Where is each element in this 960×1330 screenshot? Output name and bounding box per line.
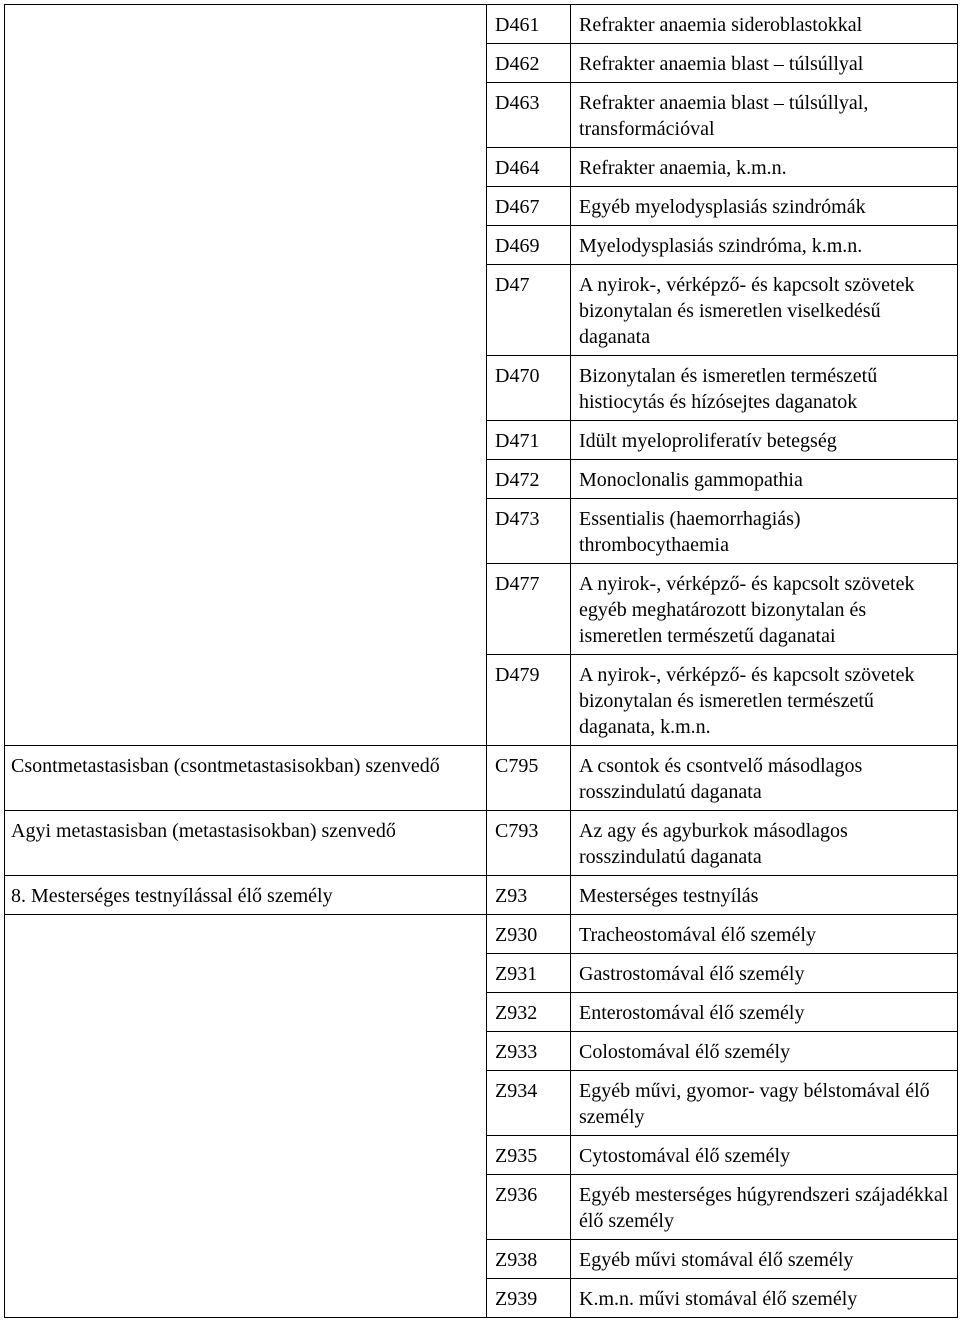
- code-cell: D469: [487, 226, 571, 265]
- description-cell: A nyirok-, vérképző- és kapcsolt szövetek egyéb meghatározott bizonytalan és ismeretlen természetű daganatai: [571, 564, 958, 655]
- table-row: [5, 915, 958, 954]
- code-cell: Z93: [487, 876, 571, 915]
- code-cell: Z936: [487, 1175, 571, 1240]
- description-cell: Egyéb mesterséges húgyrendszeri szájadékkal élő személy: [571, 1175, 958, 1240]
- code-cell: D472: [487, 460, 571, 499]
- code-cell: D473: [487, 499, 571, 564]
- code-cell: D479: [487, 655, 571, 746]
- code-cell: Z932: [487, 993, 571, 1032]
- description-cell: Mesterséges testnyílás: [571, 876, 958, 915]
- description-cell: Refrakter anaemia blast – túlsúllyal, transformációval: [571, 83, 958, 148]
- code-cell: Z939: [487, 1279, 571, 1318]
- description-cell: Egyéb művi, gyomor- vagy bélstomával élő személy: [571, 1071, 958, 1136]
- code-cell: D463: [487, 83, 571, 148]
- description-cell: A nyirok-, vérképző- és kapcsolt szövetek bizonytalan és ismeretlen viselkedésű daganata: [571, 265, 958, 356]
- description-cell: Refrakter anaemia sideroblastokkal: [571, 5, 958, 44]
- code-cell: Z933: [487, 1032, 571, 1071]
- code-cell: D477: [487, 564, 571, 655]
- description-cell: Essentialis (haemorrhagiás) thrombocythaemia: [571, 499, 958, 564]
- code-cell: Z931: [487, 954, 571, 993]
- condition-cell: Agyi metastasisban (metastasisokban) szenvedő: [5, 811, 487, 876]
- table-row: [5, 746, 958, 811]
- code-cell: D470: [487, 356, 571, 421]
- code-cell: D461: [487, 5, 571, 44]
- description-cell: Bizonytalan és ismeretlen természetű histiocytás és hízósejtes daganatok: [571, 356, 958, 421]
- description-cell: Az agy és agyburkok másodlagos rosszindulatú daganata: [571, 811, 958, 876]
- code-cell: Z938: [487, 1240, 571, 1279]
- code-cell: D471: [487, 421, 571, 460]
- condition-cell: 8. Mesterséges testnyílással élő személy: [5, 876, 487, 915]
- description-cell: Refrakter anaemia blast – túlsúllyal: [571, 44, 958, 83]
- description-cell: Myelodysplasiás szindróma, k.m.n.: [571, 226, 958, 265]
- code-cell: D467: [487, 187, 571, 226]
- description-cell: Egyéb művi stomával élő személy: [571, 1240, 958, 1279]
- code-cell: C793: [487, 811, 571, 876]
- description-cell: Enterostomával élő személy: [571, 993, 958, 1032]
- condition-cell: [5, 5, 487, 746]
- description-cell: Egyéb myelodysplasiás szindrómák: [571, 187, 958, 226]
- code-cell: D462: [487, 44, 571, 83]
- code-cell: Z935: [487, 1136, 571, 1175]
- description-cell: A nyirok-, vérképző- és kapcsolt szövetek bizonytalan és ismeretlen természetű daganata, k.m.n.: [571, 655, 958, 746]
- description-cell: K.m.n. művi stomával élő személy: [571, 1279, 958, 1318]
- description-cell: Tracheostomával élő személy: [571, 915, 958, 954]
- code-cell: Z934: [487, 1071, 571, 1136]
- code-cell: D464: [487, 148, 571, 187]
- code-cell: C795: [487, 746, 571, 811]
- description-cell: Cytostomával élő személy: [571, 1136, 958, 1175]
- code-cell: D47: [487, 265, 571, 356]
- condition-cell: Csontmetastasisban (csontmetastasisokban) szenvedő: [5, 746, 487, 811]
- table-row: [5, 811, 958, 876]
- table-row: [5, 876, 958, 915]
- condition-cell: [5, 915, 487, 1318]
- icd-code-table: [4, 4, 958, 1318]
- code-cell: Z930: [487, 915, 571, 954]
- description-cell: Gastrostomával élő személy: [571, 954, 958, 993]
- description-cell: A csontok és csontvelő másodlagos rosszindulatú daganata: [571, 746, 958, 811]
- table-row: [5, 5, 958, 44]
- description-cell: Monoclonalis gammopathia: [571, 460, 958, 499]
- description-cell: Colostomával élő személy: [571, 1032, 958, 1071]
- description-cell: Refrakter anaemia, k.m.n.: [571, 148, 958, 187]
- table-body: [5, 5, 958, 1318]
- description-cell: Idült myeloproliferatív betegség: [571, 421, 958, 460]
